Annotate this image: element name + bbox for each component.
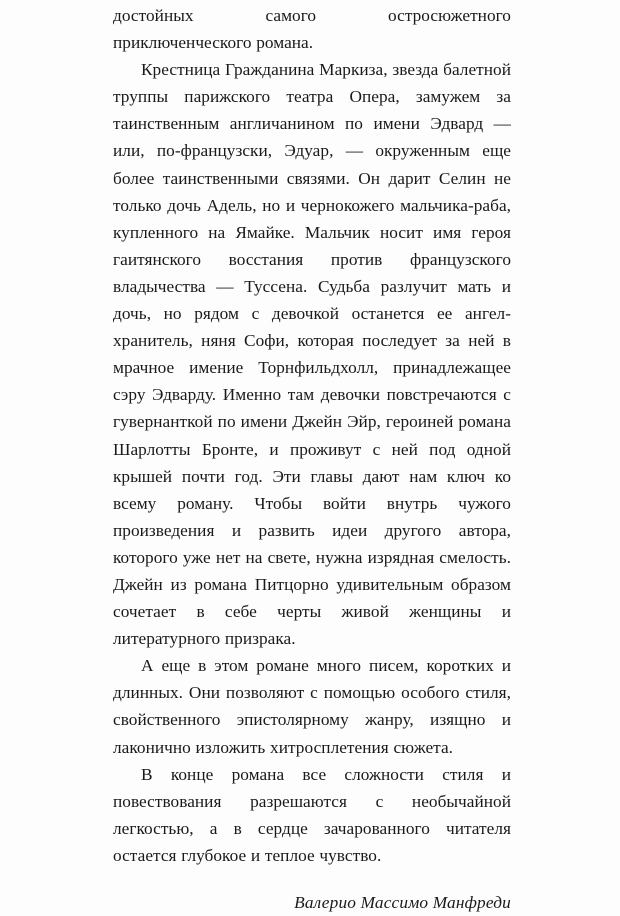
paragraph-body: Крестница Гражданина Маркиза, звезда балетной труппы парижского театра Опера, замужем за таинственным англичанином по имени Эдвард — или, по-французски, Эдуар, — окруженным еще более таинственными связями. Он дарит Селин не только дочь Адель, но и чернокожего мальчика-раба, купленного на Ямайке. Мальчик носит имя героя гаитянского восстания против французского владычества — Туссена. Судьба разлучит мать и дочь, но рядом с девочкой останется ее ангел-хранитель, няня Софи, которая последует за ней в мрачное имение Торнфильдхолл, принадлежащее сэру Эдварду. Именно там девочки повстречаются с гувернанткой по имени Джейн Эйр, героиней романа Шарлотты Бронте, и проживут с ней под одной крышей почти год. Эти главы дают нам ключ ко всему роману. Чтобы войти внутрь чужого произведения и развить идеи другого автора, которого уже нет на свете, нужна изрядная смелость. Джейн из романа Питцорно удивительным образом сочетает в себе черты живой женщины и литературного призрака. (113, 60, 511, 649)
paragraph-body: В конце романа все сложности стиля и повествования разрешаются с необычайной легкостью, а в сердце зачарованного читателя остается глубокое и теплое чувство. (113, 764, 511, 865)
paragraph-continued: достойных самого остросюжетного приключенческого романа. (113, 6, 511, 53)
text-block (113, 2, 511, 916)
paragraph-body: А еще в этом романе много писем, коротких и длинных. Они позволяют с помощью особого стиля, свойственного эпистолярному жанру, изящно и лаконично изложить хитросплетения сюжета. (113, 656, 511, 757)
author-signature: Валерио Массимо Манфреди (294, 893, 511, 912)
